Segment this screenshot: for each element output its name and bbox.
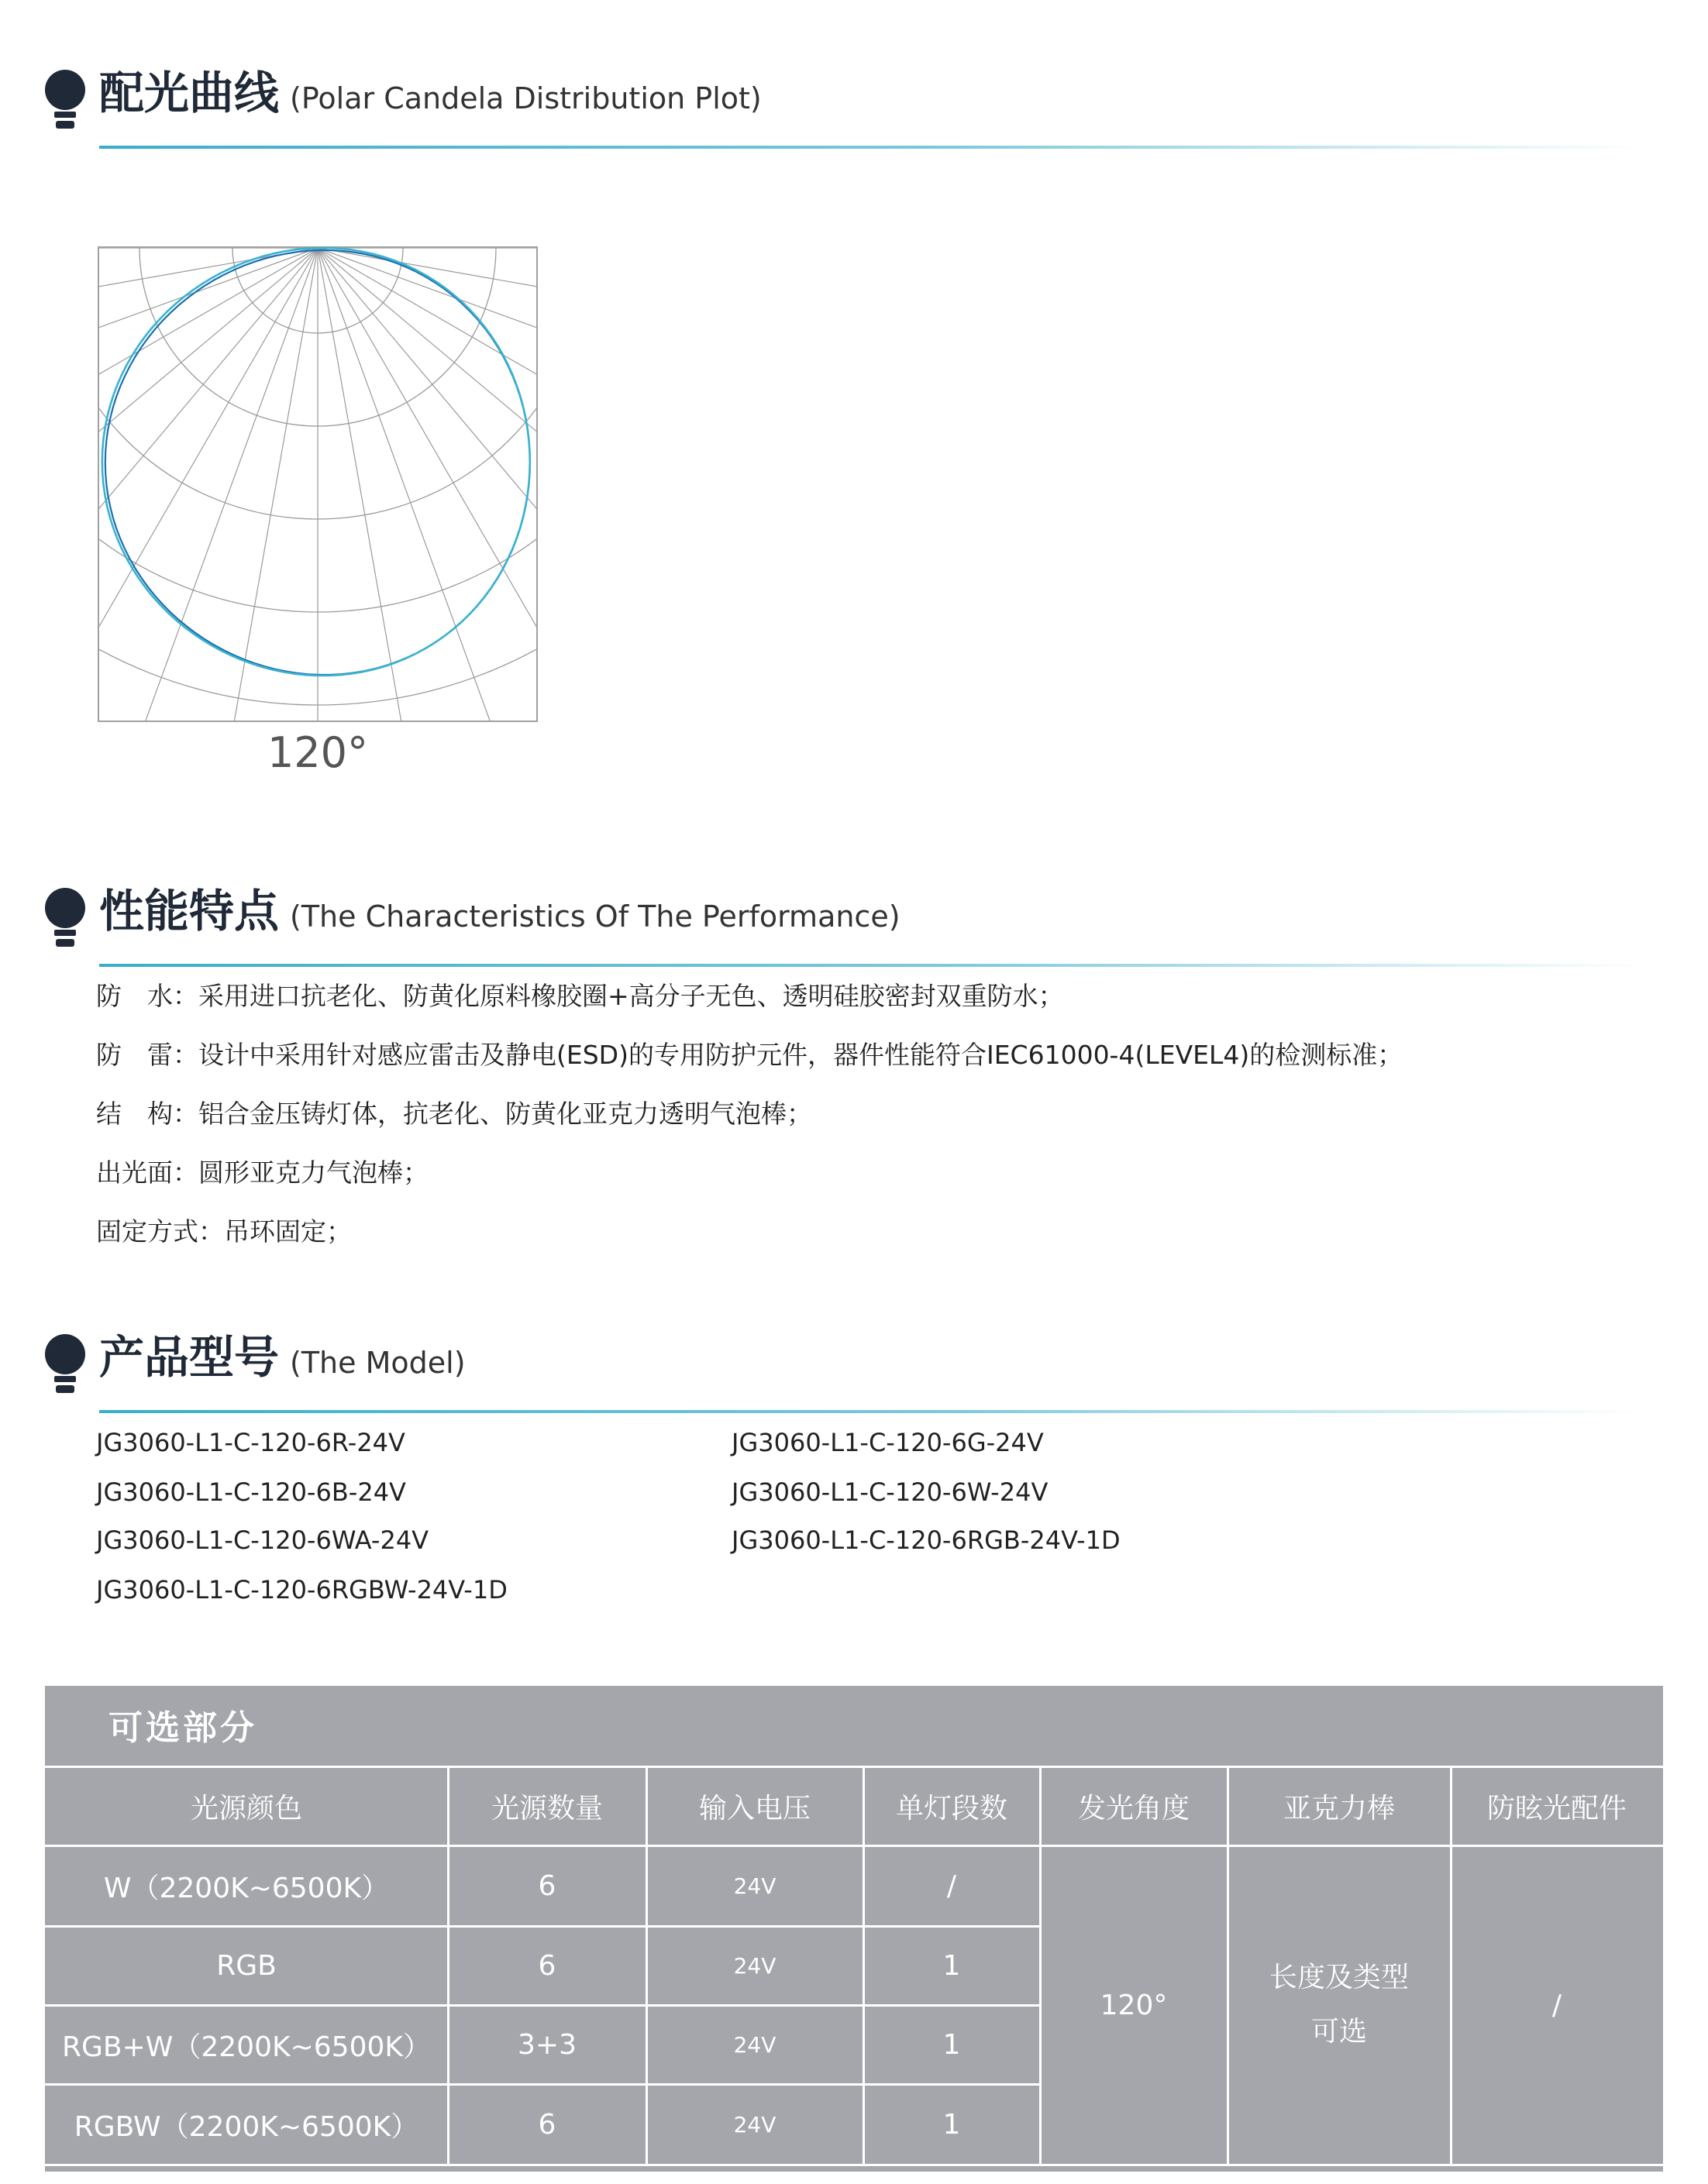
section-divider (99, 146, 1641, 149)
model-code: JG3060-L1-C-120-6WA-24V (96, 1525, 429, 1555)
table-rule (1039, 1766, 1042, 2165)
grid-spoke (318, 248, 538, 713)
curve-c0 (102, 248, 530, 676)
table-rule (45, 1925, 1040, 1928)
cell-voltage: 24V (733, 1873, 777, 1899)
grid-spoke (318, 248, 538, 722)
options-table (45, 1686, 1663, 2172)
model-code: JG3060-L1-C-120-6RGB-24V-1D (732, 1525, 1121, 1555)
cell-segments: 1 (942, 2028, 961, 2061)
header-input-voltage: 输入电压 (698, 1792, 811, 1825)
section-header-performance (45, 880, 1641, 981)
polar-grid (98, 246, 538, 722)
feature-lightning: 防 雷：设计中采用针对感应雷击及静电(ESD)的专用防护元件，器件性能符合IEC61000-4(LEVEL4)的检测标准； (96, 1040, 1403, 1070)
cell-voltage: 24V (733, 1952, 777, 1979)
beam-angle-label: 120° (267, 728, 369, 777)
grid-spoke (98, 248, 318, 722)
grid-spoke (98, 248, 318, 722)
section-divider (99, 1410, 1641, 1413)
grid-spoke (98, 248, 318, 722)
options-title-bar (45, 1686, 1663, 1766)
cell-segments: 1 (942, 2108, 961, 2141)
table-rule (646, 1766, 648, 2165)
grid-spoke (98, 248, 318, 566)
grid-spoke (318, 248, 538, 409)
feature-mounting: 固定方式：吊环固定； (96, 1216, 352, 1247)
section-header-model (45, 1326, 1641, 1427)
polar-candela-plot (98, 246, 538, 722)
table-rule (45, 2083, 1040, 2086)
header-segments: 单灯段数 (895, 1792, 1007, 1825)
cell-light-count: 3+3 (518, 2028, 577, 2061)
section-header-curve (45, 62, 1641, 163)
cell-beam-angle: 120° (1100, 1989, 1168, 2021)
options-title: 可选部分 (108, 1708, 257, 1748)
table-rule (863, 1766, 865, 2165)
feature-structure: 结 构：铝合金压铸灯体，抗老化、防黄化亚克力透明气泡棒； (96, 1099, 812, 1129)
table-rule (1227, 1766, 1229, 2165)
distribution-curves (102, 248, 530, 676)
cell-anti-glare: / (1551, 1989, 1562, 2021)
grid-spoke (318, 248, 538, 566)
header-acrylic-rod: 亚克力棒 (1283, 1792, 1395, 1825)
bulb-icon (45, 885, 90, 948)
grid-spoke (98, 248, 318, 722)
model-code: JG3060-L1-C-120-6G-24V (732, 1428, 1044, 1457)
cell-light-color: RGBW（2200K~6500K） (74, 2110, 419, 2143)
grid-spoke (318, 248, 538, 722)
grid-spoke (318, 248, 538, 722)
model-code: JG3060-L1-C-120-6B-24V (96, 1477, 406, 1507)
model-code: JG3060-L1-C-120-6RGBW-24V-1D (96, 1575, 508, 1604)
feature-light-surface: 出光面：圆形亚克力气泡棒； (96, 1157, 429, 1188)
feature-waterproof: 防 水：采用进口抗老化、防黄化原料橡胶圈+高分子无色、透明硅胶密封双重防水； (96, 981, 1064, 1011)
section-title: 产品型号 (The Model) (99, 1331, 466, 1384)
header-light-color: 光源颜色 (190, 1792, 302, 1825)
cell-light-count: 6 (538, 2108, 556, 2141)
section-title: 配光曲线 (Polar Candela Distribution Plot) (99, 67, 762, 119)
cell-light-count: 6 (538, 1869, 556, 1902)
table-rule (45, 2004, 1040, 2007)
section-divider (99, 964, 1641, 967)
cell-segments: / (946, 1869, 957, 1902)
grid-spoke (318, 248, 538, 722)
table-rule (45, 2164, 1663, 2166)
cell-segments: 1 (942, 1949, 961, 1982)
cell-light-color: W（2200K~6500K） (103, 1872, 390, 1904)
bulb-icon (45, 1331, 90, 1395)
cell-light-color: RGB (216, 1949, 277, 1982)
cell-acrylic-rod (1228, 1845, 1451, 2165)
table-rule (447, 1766, 449, 2165)
table-rule (45, 1766, 1663, 1768)
model-code: JG3060-L1-C-120-6R-24V (96, 1428, 405, 1457)
cell-voltage: 24V (733, 2111, 777, 2138)
cell-light-count: 6 (538, 1949, 556, 1982)
table-rule (1450, 1766, 1452, 2165)
section-title: 性能特点 (The Characteristics Of The Performance) (99, 885, 900, 937)
acrylic-line2: 可选 (1310, 2016, 1367, 2048)
cell-voltage: 24V (733, 2031, 777, 2058)
grid-spoke (98, 248, 318, 409)
header-light-count: 光源数量 (491, 1792, 603, 1825)
acrylic-line1: 长度及类型 (1269, 1962, 1409, 1993)
header-beam-angle: 发光角度 (1077, 1792, 1190, 1825)
header-anti-glare: 防眩光配件 (1486, 1792, 1627, 1825)
cell-light-color: RGB+W（2200K~6500K） (62, 2031, 431, 2063)
bulb-icon (45, 67, 90, 130)
table-rule (45, 1845, 1663, 1847)
model-code: JG3060-L1-C-120-6W-24V (732, 1477, 1049, 1507)
